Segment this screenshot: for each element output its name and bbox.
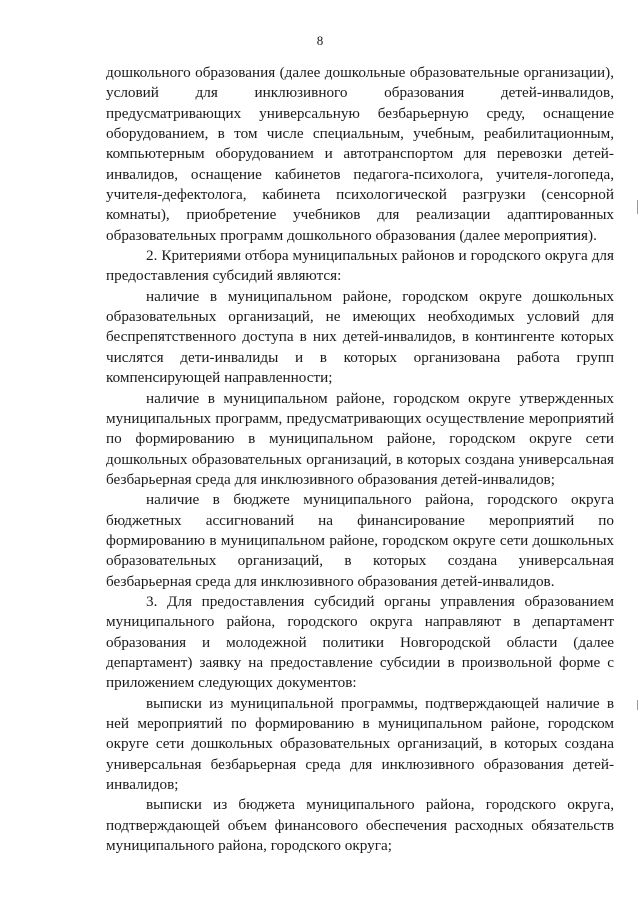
paragraph-7: выписки из муниципальной программы, подтверждающей наличие в ней мероприятий по формированию в муниципальном районе, городском округе сети дошкольных образовательных организаций, в которых создана универсальная безбарьерная среда для инклюзивного образования детей-инвалидов; <box>106 694 614 794</box>
paragraph-8: выписки из бюджета муниципального района, городского округа, подтверждающей объем финансового обеспечения расходных обязательств муниципального района, городского округа; <box>106 796 614 855</box>
document-body <box>106 63 614 856</box>
paragraph-1: дошкольного образования (далее дошкольные образовательные организации), условий для инклюзивного образования детей-инвалидов, предусматривающих универсальную безбарьерную среду, оснащение оборудованием, в том числе специальным, учебным, реабилитационным, компьютерным оборудованием и автотранспортом для перевозки детей-инвалидов, оснащение кабинетов педагога-психолога, учителя-логопеда, учителя-дефектолога, кабинета психологической разгрузки (сенсорной комнаты), приобретение учебников для реализации адаптированных образовательных программ дошкольного образования (далее мероприятия). <box>106 64 614 244</box>
paragraph-2: 2. Критериями отбора муниципальных районов и городского округа для предоставления субсидий являются: <box>106 247 614 285</box>
paragraph-5: наличие в бюджете муниципального района, городского округа бюджетных ассигнований на финансирование мероприятий по формированию в муниципальном районе, городском округе сети дошкольных образовательных организаций, в которых создана универсальная безбарьерная среда для инклюзивного образования детей-инвалидов. <box>106 491 614 590</box>
paragraph-6: 3. Для предоставления субсидий органы управления образованием муниципального района, городского округа направляют в департамент образования и молодежной политики Новгородской области (далее департамент) заявку на предоставление субсидии в произвольной форме с приложением следующих документов: <box>106 592 614 692</box>
paragraph-3: наличие в муниципальном районе, городском округе дошкольных образовательных организаций, не имеющих необходимых условий для беспрепятственного доступа в них детей-инвалидов, в контингенте которых числятся дети-инвалиды и в которых организована работа групп компенсирующей направленности; <box>106 287 614 387</box>
paragraph-4: наличие в муниципальном районе, городском округе утвержденных муниципальных программ, предусматривающих осуществление мероприятий по формированию в муниципальном районе, городском округе сети дошкольных образовательных организаций, в которых создана универсальная безбарьерная среда для инклюзивного образования детей-инвалидов; <box>106 389 614 488</box>
page-number: 8 <box>316 33 324 48</box>
scan-edge-mark <box>637 700 638 710</box>
scan-edge-mark <box>637 200 638 214</box>
